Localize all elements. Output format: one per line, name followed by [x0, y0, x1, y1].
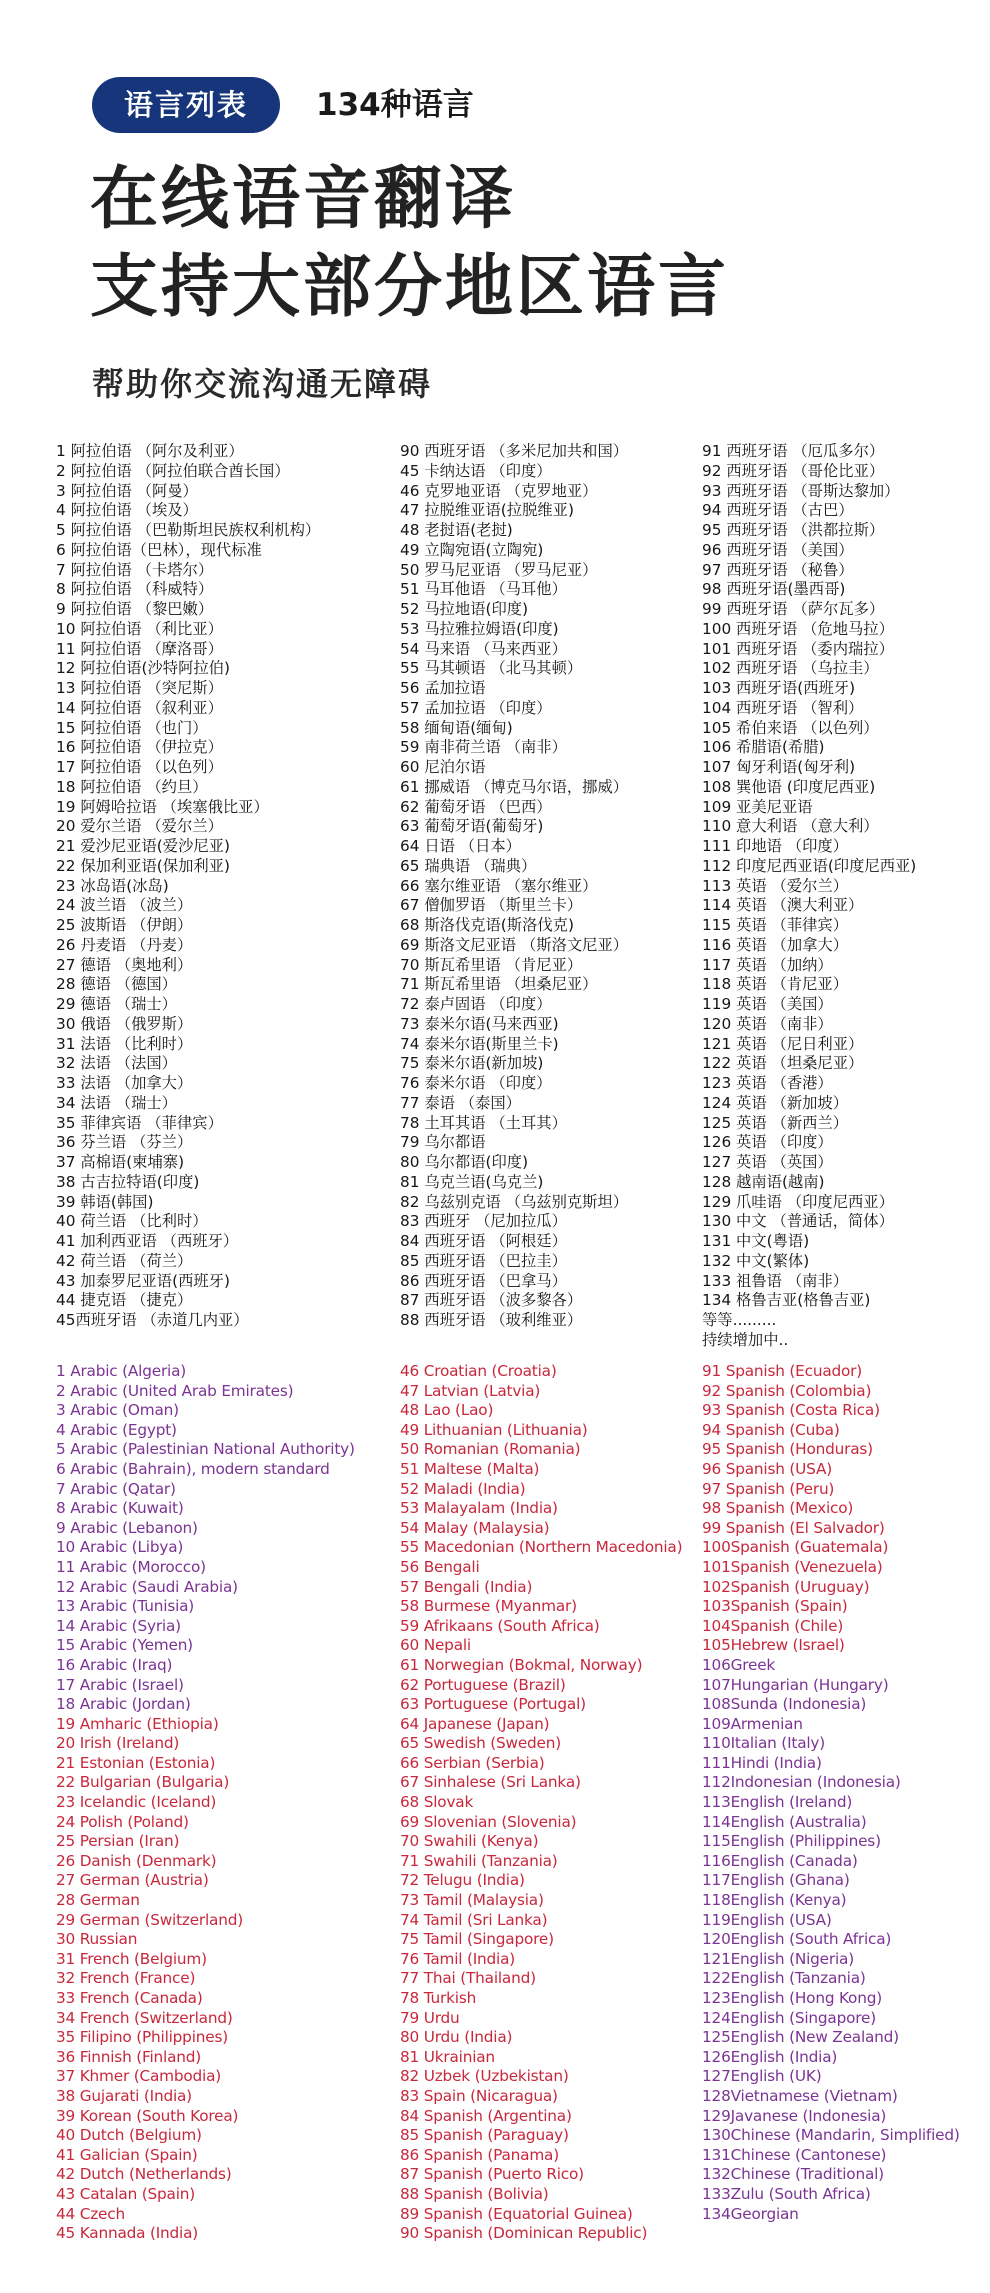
chinese-language-item: 116 英语 （加拿大） [702, 935, 849, 954]
chinese-language-item: 68 斯洛伐克语(斯洛伐克) [400, 916, 574, 934]
chinese-language-item: 119 英语 （美国） [702, 995, 833, 1013]
chinese-language-item: 59 南非荷兰语 （南非） [400, 738, 567, 757]
chinese-language-item: 86 西班牙语 （巴拿马） [400, 1271, 567, 1290]
chinese-language-item: 99 西班牙语 （萨尔瓦多） [702, 600, 885, 618]
chinese-language-item: 70 斯瓦希里语 （肯尼亚） [400, 955, 583, 974]
chinese-language-item: 63 葡萄牙语(葡萄牙) [400, 817, 544, 836]
english-language-item: 30 Russian [56, 1930, 138, 1949]
english-language-item: 35 Filipino (Philippines) [56, 2028, 228, 2047]
chinese-language-item: 7 阿拉伯语 （卡塔尔） [56, 560, 214, 579]
english-language-item: 20 Irish (Ireland) [56, 1734, 180, 1753]
chinese-language-item: 115 英语 （菲律宾） [702, 916, 849, 934]
english-language-item: 66 Serbian (Serbia) [400, 1753, 545, 1772]
english-language-item: 53 Malayalam (India) [400, 1499, 558, 1518]
chinese-language-item: 57 孟加拉语 （印度） [400, 698, 552, 717]
english-language-item: 16 Arabic (Iraq) [56, 1655, 173, 1674]
english-language-item: 86 Spanish (Panama) [400, 2145, 559, 2164]
english-language-item: 4 Arabic (Egypt) [56, 1420, 177, 1439]
chinese-language-item: 52 马拉地语(印度) [400, 600, 529, 618]
chinese-language-column-3 [702, 442, 987, 1351]
english-language-item: 127English (UK) [702, 2067, 822, 2086]
english-language-item: 2 Arabic (United Arab Emirates) [56, 1381, 294, 1400]
chinese-language-item: 128 越南语(越南) [702, 1172, 825, 1191]
chinese-language-item: 93 西班牙语 （哥斯达黎加） [702, 481, 900, 500]
english-language-item: 3 Arabic (Oman) [56, 1401, 179, 1420]
english-language-item: 18 Arabic (Jordan) [56, 1695, 191, 1714]
english-language-item: 49 Lithuanian (Lithuania) [400, 1420, 588, 1439]
chinese-language-item: 26 丹麦语 （丹麦） [56, 935, 193, 954]
chinese-language-item: 112 印度尼西亚语(印度尼西亚) [702, 856, 917, 875]
english-language-item: 87 Spanish (Puerto Rico) [400, 2165, 584, 2184]
english-language-item: 25 Persian (Iran) [56, 1832, 180, 1851]
chinese-language-item: 24 波兰语 （波兰） [56, 896, 193, 915]
chinese-language-item: 94 西班牙语 （古巴） [702, 501, 854, 520]
chinese-language-item: 2 阿拉伯语 （阿拉伯联合酋长国） [56, 461, 290, 480]
english-language-item: 10 Arabic (Libya) [56, 1538, 184, 1557]
chinese-language-item: 22 保加利亚语(保加利亚) [56, 856, 230, 875]
chinese-language-item: 19 阿姆哈拉语 （埃塞俄比亚） [56, 797, 269, 816]
english-language-item: 82 Uzbek (Uzbekistan) [400, 2067, 569, 2086]
chinese-language-item: 80 乌尔都语(印度) [400, 1153, 529, 1171]
english-language-item: 77 Thai (Thailand) [400, 1969, 536, 1988]
english-language-item: 81 Ukrainian [400, 2047, 495, 2066]
chinese-language-item: 114 英语 （澳大利亚） [702, 896, 864, 915]
chinese-language-item: 55 马其顿语 （北马其顿） [400, 659, 583, 678]
english-language-item: 83 Spain (Nicaragua) [400, 2086, 558, 2105]
chinese-language-item: 54 马来语 （马来西亚） [400, 639, 567, 658]
english-language-item: 134Georgian [702, 2204, 799, 2223]
chinese-language-item: 51 马耳他语 （马耳他） [400, 580, 567, 599]
chinese-language-item: 18 阿拉伯语 （约旦） [56, 777, 208, 796]
english-language-item: 11 Arabic (Morocco) [56, 1557, 206, 1576]
chinese-language-item: 87 西班牙语 （波多黎各） [400, 1291, 583, 1310]
chinese-language-item: 121 英语 （尼日利亚） [702, 1034, 864, 1053]
chinese-language-item: 42 荷兰语 （荷兰） [56, 1251, 193, 1270]
english-language-item: 94 Spanish (Cuba) [702, 1420, 840, 1439]
english-language-item: 119English (USA) [702, 1910, 832, 1929]
english-language-item: 111Hindi (India) [702, 1753, 822, 1772]
english-language-item: 29 German (Switzerland) [56, 1910, 244, 1929]
english-language-item: 22 Bulgarian (Bulgaria) [56, 1773, 230, 1792]
english-language-item: 90 Spanish (Dominican Republic) [400, 2224, 648, 2243]
english-language-item: 13 Arabic (Tunisia) [56, 1597, 195, 1616]
english-language-item: 39 Korean (South Korea) [56, 2106, 239, 2125]
english-language-item: 27 German (Austria) [56, 1871, 209, 1890]
chinese-language-item: 13 阿拉伯语 （突尼斯） [56, 679, 223, 697]
chinese-language-item: 43 加泰罗尼亚语(西班牙) [56, 1271, 230, 1290]
chinese-language-item: 等等......... [702, 1311, 777, 1329]
english-language-item: 75 Tamil (Singapore) [400, 1930, 554, 1949]
chinese-language-item: 25 波斯语 （伊朗） [56, 916, 193, 934]
english-language-item: 60 Nepali [400, 1636, 471, 1655]
english-language-item: 118English (Kenya) [702, 1891, 847, 1910]
chinese-language-item: 11 阿拉伯语 （摩洛哥） [56, 639, 223, 658]
english-language-item: 98 Spanish (Mexico) [702, 1499, 854, 1518]
english-language-item: 72 Telugu (India) [400, 1871, 525, 1890]
chinese-language-item: 78 土耳其语 （土耳其） [400, 1113, 567, 1132]
chinese-language-item: 129 爪哇语 （印度尼西亚） [702, 1192, 894, 1211]
chinese-language-item: 96 西班牙语 （美国） [702, 540, 854, 559]
chinese-language-item: 84 西班牙语 （阿根廷） [400, 1232, 567, 1250]
english-language-item: 76 Tamil (India) [400, 1949, 516, 1968]
chinese-language-column-2 [400, 442, 700, 1331]
english-language-item: 104Spanish (Chile) [702, 1616, 844, 1635]
english-language-item: 102Spanish (Uruguay) [702, 1577, 870, 1596]
chinese-language-item: 41 加利西亚语 （西班牙） [56, 1232, 239, 1250]
english-language-item: 110Italian (Italy) [702, 1734, 826, 1753]
chinese-language-item: 16 阿拉伯语 （伊拉克） [56, 738, 223, 757]
english-language-item: 55 Macedonian (Northern Macedonia) [400, 1538, 683, 1557]
chinese-language-item: 120 英语 （南非） [702, 1014, 833, 1033]
chinese-language-item: 108 巽他语 (印度尼西亚) [702, 777, 876, 796]
chinese-language-item: 125 英语 （新西兰） [702, 1113, 849, 1132]
english-language-item: 50 Romanian (Romania) [400, 1440, 581, 1459]
chinese-language-item: 27 德语 （奥地利） [56, 955, 193, 974]
english-language-item: 103Spanish (Spain) [702, 1597, 848, 1616]
english-language-item: 106Greek [702, 1655, 776, 1674]
chinese-language-item: 28 德语 （德国） [56, 975, 177, 994]
english-language-item: 54 Malay (Malaysia) [400, 1518, 550, 1537]
english-language-item: 132Chinese (Traditional) [702, 2165, 884, 2184]
chinese-language-item: 15 阿拉伯语 （也门） [56, 718, 208, 737]
chinese-language-item: 35 菲律宾语 （菲律宾） [56, 1113, 223, 1132]
english-language-item: 33 French (Canada) [56, 1989, 203, 2007]
english-language-item: 9 Arabic (Lebanon) [56, 1518, 198, 1537]
english-language-item: 1 Arabic (Algeria) [56, 1362, 187, 1380]
english-language-item: 121English (Nigeria) [702, 1949, 854, 1968]
chinese-language-item: 34 法语 （瑞士） [56, 1093, 177, 1112]
language-list-badge: 语言列表 [92, 77, 280, 133]
chinese-language-item: 111 印地语 （印度） [702, 837, 849, 855]
chinese-language-item: 48 老挝语(老挝) [400, 521, 513, 539]
chinese-language-item: 66 塞尔维亚语 （塞尔维亚） [400, 876, 598, 895]
english-language-item: 52 Maladi (India) [400, 1479, 526, 1498]
english-language-item: 41 Galician (Spain) [56, 2145, 198, 2164]
chinese-language-item: 49 立陶宛语(立陶宛) [400, 540, 544, 559]
english-language-item: 109Armenian [702, 1714, 803, 1733]
chinese-language-item: 91 西班牙语 （厄瓜多尔） [702, 442, 885, 460]
chinese-language-item: 30 俄语 （俄罗斯） [56, 1014, 193, 1033]
english-language-item: 130Chinese (Mandarin, Simplified) [702, 2126, 960, 2145]
chinese-language-item: 60 尼泊尔语 [400, 758, 486, 776]
chinese-language-item: 3 阿拉伯语 （阿曼） [56, 481, 198, 500]
headline-line-2: 支持大部分地区语言 [90, 248, 730, 327]
chinese-language-item: 92 西班牙语 （哥伦比亚） [702, 461, 885, 480]
chinese-language-item: 6 阿拉伯语（巴林），现代标准 [56, 540, 262, 559]
english-language-item: 68 Slovak [400, 1793, 474, 1812]
english-language-item: 113English (Ireland) [702, 1793, 853, 1812]
chinese-language-item: 82 乌兹别克语 （乌兹别克斯坦） [400, 1192, 629, 1211]
english-language-item: 92 Spanish (Colombia) [702, 1381, 872, 1400]
english-language-item: 58 Burmese (Myanmar) [400, 1597, 577, 1616]
chinese-language-item: 17 阿拉伯语 （以色列） [56, 758, 223, 776]
english-language-column-3 [702, 1362, 987, 2224]
english-language-item: 42 Dutch (Netherlands) [56, 2165, 232, 2184]
chinese-language-item: 103 西班牙语(西班牙) [702, 679, 856, 697]
english-language-item: 45 Kannada (India) [56, 2224, 199, 2243]
english-language-item: 23 Icelandic (Iceland) [56, 1793, 217, 1812]
english-language-item: 19 Amharic (Ethiopia) [56, 1714, 219, 1733]
headline-line-1: 在线语音翻译 [90, 160, 517, 239]
english-language-item: 26 Danish (Denmark) [56, 1851, 217, 1870]
chinese-language-item: 4 阿拉伯语 （埃及） [56, 501, 198, 520]
english-language-item: 48 Lao (Lao) [400, 1401, 494, 1420]
chinese-language-item: 23 冰岛语(冰岛) [56, 876, 169, 895]
english-language-item: 112Indonesian (Indonesia) [702, 1773, 901, 1792]
chinese-language-item: 79 乌尔都语 [400, 1133, 486, 1152]
english-language-item: 115English (Philippines) [702, 1832, 881, 1851]
english-language-item: 7 Arabic (Qatar) [56, 1479, 176, 1498]
chinese-language-item: 106 希腊语(希腊) [702, 738, 825, 757]
chinese-language-item: 69 斯洛文尼亚语 （斯洛文尼亚） [400, 935, 629, 954]
english-language-item: 84 Spanish (Argentina) [400, 2106, 572, 2125]
english-language-item: 14 Arabic (Syria) [56, 1616, 181, 1635]
chinese-language-item: 64 日语 （日本） [400, 837, 521, 855]
chinese-language-item: 53 马拉雅拉姆语(印度) [400, 619, 559, 638]
english-language-item: 117English (Ghana) [702, 1871, 850, 1890]
english-language-item: 96 Spanish (USA) [702, 1459, 832, 1478]
chinese-language-item: 100 西班牙语 （危地马拉） [702, 619, 894, 638]
chinese-language-item: 102 西班牙语 （乌拉圭） [702, 659, 879, 678]
chinese-language-item: 38 古吉拉特语(印度) [56, 1172, 200, 1191]
chinese-language-item: 9 阿拉伯语 （黎巴嫩） [56, 600, 214, 618]
english-language-item: 100Spanish (Guatemala) [702, 1538, 889, 1557]
chinese-language-item: 62 葡萄牙语 （巴西） [400, 797, 552, 816]
english-language-item: 28 German [56, 1891, 140, 1910]
chinese-language-item: 45 卡纳达语 （印度） [400, 461, 552, 480]
chinese-language-item: 81 乌克兰语(乌克兰) [400, 1172, 544, 1191]
english-language-item: 64 Japanese (Japan) [400, 1714, 550, 1733]
english-language-item: 24 Polish (Poland) [56, 1812, 189, 1831]
chinese-language-item: 44 捷克语 （捷克） [56, 1291, 193, 1310]
chinese-language-item: 71 斯瓦希里语 （坦桑尼亚） [400, 975, 598, 994]
chinese-language-item: 39 韩语(韩国) [56, 1192, 154, 1211]
chinese-language-item: 130 中文 （普通话，简体） [702, 1212, 894, 1231]
english-language-item: 31 French (Belgium) [56, 1949, 207, 1968]
english-language-item: 63 Portuguese (Portugal) [400, 1695, 586, 1714]
english-language-item: 123English (Hong Kong) [702, 1989, 882, 2007]
english-language-item: 57 Bengali (India) [400, 1577, 533, 1596]
chinese-language-item: 14 阿拉伯语 （叙利亚） [56, 698, 223, 717]
english-language-item: 40 Dutch (Belgium) [56, 2126, 202, 2145]
chinese-language-item: 10 阿拉伯语 （利比亚） [56, 619, 223, 638]
english-language-item: 65 Swedish (Sweden) [400, 1734, 562, 1753]
english-language-item: 79 Urdu [400, 2008, 460, 2027]
chinese-language-item: 90 西班牙语 （多米尼加共和国） [400, 442, 629, 460]
language-count: 134种语言 [316, 87, 474, 123]
english-language-item: 116English (Canada) [702, 1851, 858, 1870]
english-language-item: 99 Spanish (El Salvador) [702, 1518, 885, 1537]
english-language-item: 56 Bengali [400, 1557, 480, 1576]
english-language-item: 62 Portuguese (Brazil) [400, 1675, 566, 1694]
english-language-item: 71 Swahili (Tanzania) [400, 1851, 558, 1870]
english-language-item: 105Hebrew (Israel) [702, 1636, 845, 1655]
chinese-language-item: 73 泰米尔语(马来西亚) [400, 1014, 559, 1033]
english-language-item: 17 Arabic (Israel) [56, 1675, 184, 1694]
chinese-language-item: 77 泰语 （泰国） [400, 1093, 521, 1112]
chinese-language-column-1 [56, 442, 391, 1331]
chinese-language-item: 32 法语 （法国） [56, 1054, 177, 1073]
chinese-language-item: 36 芬兰语 （芬兰） [56, 1133, 193, 1152]
chinese-language-item: 8 阿拉伯语 （科威特） [56, 580, 214, 599]
english-language-item: 47 Latvian (Latvia) [400, 1381, 541, 1400]
chinese-language-item: 75 泰米尔语(新加坡) [400, 1054, 544, 1073]
english-language-item: 61 Norwegian (Bokmal, Norway) [400, 1655, 643, 1674]
chinese-language-item: 58 缅甸语(缅甸) [400, 718, 513, 737]
chinese-language-item: 40 荷兰语 （比利时） [56, 1212, 208, 1231]
chinese-language-item: 33 法语 （加拿大） [56, 1074, 193, 1092]
english-language-item: 38 Gujarati (India) [56, 2086, 192, 2105]
chinese-language-item: 65 瑞典语 （瑞典） [400, 856, 537, 875]
english-language-item: 70 Swahili (Kenya) [400, 1832, 539, 1851]
english-language-item: 101Spanish (Venezuela) [702, 1557, 883, 1576]
chinese-language-item: 117 英语 （加纳） [702, 955, 833, 974]
english-language-item: 67 Sinhalese (Sri Lanka) [400, 1773, 581, 1792]
chinese-language-item: 20 爱尔兰语 （爱尔兰） [56, 817, 223, 836]
english-language-item: 122English (Tanzania) [702, 1969, 866, 1988]
english-language-item: 46 Croatian (Croatia) [400, 1362, 557, 1380]
english-language-item: 120English (South Africa) [702, 1930, 892, 1949]
chinese-language-item: 持续增加中.. [702, 1330, 789, 1349]
chinese-language-item: 47 拉脱维亚语(拉脱维亚) [400, 501, 574, 520]
english-language-item: 6 Arabic (Bahrain), modern standard [56, 1459, 330, 1478]
english-language-item: 125English (New Zealand) [702, 2028, 899, 2047]
english-language-item: 21 Estonian (Estonia) [56, 1753, 216, 1772]
chinese-language-item: 105 希伯来语 （以色列） [702, 718, 879, 737]
english-language-item: 37 Khmer (Cambodia) [56, 2067, 222, 2086]
english-language-item: 133Zulu (South Africa) [702, 2184, 871, 2203]
chinese-language-item: 133 祖鲁语 （南非） [702, 1271, 849, 1290]
english-language-item: 51 Maltese (Malta) [400, 1459, 540, 1478]
chinese-language-item: 45西班牙语 （赤道几内亚） [56, 1311, 249, 1329]
english-language-item: 12 Arabic (Saudi Arabia) [56, 1577, 238, 1596]
english-language-item: 69 Slovenian (Slovenia) [400, 1812, 577, 1831]
chinese-language-item: 5 阿拉伯语 （巴勒斯坦民族权利机构） [56, 521, 321, 539]
chinese-language-item: 56 孟加拉语 [400, 679, 486, 697]
chinese-language-item: 113 英语 （爱尔兰） [702, 876, 849, 895]
chinese-language-item: 126 英语 （印度） [702, 1133, 833, 1152]
chinese-language-item: 110 意大利语 （意大利） [702, 817, 879, 836]
chinese-language-item: 61 挪威语 （博克马尔语，挪威） [400, 777, 629, 796]
english-language-item: 88 Spanish (Bolivia) [400, 2184, 549, 2203]
chinese-language-item: 123 英语 （香港） [702, 1074, 833, 1092]
chinese-language-item: 134 格鲁吉亚(格鲁吉亚) [702, 1291, 871, 1310]
english-language-item: 89 Spanish (Equatorial Guinea) [400, 2204, 633, 2223]
english-language-item: 15 Arabic (Yemen) [56, 1636, 193, 1655]
english-language-item: 34 French (Switzerland) [56, 2008, 233, 2027]
chinese-language-item: 98 西班牙语(墨西哥) [702, 580, 846, 599]
english-language-item: 36 Finnish (Finland) [56, 2047, 202, 2066]
chinese-language-item: 74 泰米尔语(斯里兰卡) [400, 1034, 559, 1053]
english-language-item: 80 Urdu (India) [400, 2028, 513, 2047]
chinese-language-item: 12 阿拉伯语(沙特阿拉伯) [56, 659, 230, 678]
chinese-language-item: 109 亚美尼亚语 [702, 797, 813, 816]
chinese-language-item: 124 英语 （新加坡） [702, 1093, 849, 1112]
chinese-language-item: 67 僧伽罗语 （斯里兰卡） [400, 896, 583, 915]
chinese-language-item: 21 爱沙尼亚语(爱沙尼亚) [56, 837, 230, 855]
chinese-language-item: 122 英语 （坦桑尼亚） [702, 1054, 864, 1073]
english-language-column-2 [400, 1362, 710, 2244]
english-language-item: 85 Spanish (Paraguay) [400, 2126, 569, 2145]
english-language-item: 97 Spanish (Peru) [702, 1479, 835, 1498]
chinese-language-item: 104 西班牙语 （智利） [702, 698, 864, 717]
chinese-language-item: 72 泰卢固语 （印度） [400, 995, 552, 1013]
chinese-language-item: 127 英语 （英国） [702, 1153, 833, 1171]
chinese-language-item: 107 匈牙利语(匈牙利) [702, 758, 856, 776]
subtitle: 帮助你交流沟通无障碍 [92, 365, 433, 403]
english-language-item: 91 Spanish (Ecuador) [702, 1362, 863, 1380]
english-language-item: 32 French (France) [56, 1969, 196, 1988]
english-language-item: 131Chinese (Cantonese) [702, 2145, 887, 2164]
english-language-item: 5 Arabic (Palestinian National Authority) [56, 1440, 355, 1459]
english-language-item: 73 Tamil (Malaysia) [400, 1891, 544, 1910]
english-language-item: 114English (Australia) [702, 1812, 867, 1831]
english-language-item: 59 Afrikaans (South Africa) [400, 1616, 600, 1635]
chinese-language-item: 46 克罗地亚语 （克罗地亚） [400, 481, 598, 500]
chinese-language-item: 76 泰米尔语 （印度） [400, 1074, 552, 1092]
chinese-language-item: 31 法语 （比利时） [56, 1034, 193, 1053]
english-language-item: 95 Spanish (Honduras) [702, 1440, 873, 1459]
chinese-language-item: 132 中文(繁体) [702, 1251, 810, 1270]
chinese-language-item: 88 西班牙语 （玻利维亚） [400, 1311, 583, 1329]
chinese-language-item: 50 罗马尼亚语 （罗马尼亚） [400, 560, 598, 579]
english-language-item: 129Javanese (Indonesia) [702, 2106, 887, 2125]
english-language-item: 124English (Singapore) [702, 2008, 877, 2027]
chinese-language-item: 37 高棉语(柬埔寨) [56, 1153, 185, 1171]
english-language-item: 128Vietnamese (Vietnam) [702, 2086, 898, 2105]
english-language-column-1 [56, 1362, 401, 2244]
english-language-item: 78 Turkish [400, 1989, 477, 2007]
chinese-language-item: 101 西班牙语 （委内瑞拉） [702, 639, 894, 658]
chinese-language-item: 85 西班牙语 （巴拉圭） [400, 1251, 567, 1270]
chinese-language-item: 95 西班牙语 （洪都拉斯） [702, 521, 885, 539]
chinese-language-item: 97 西班牙语 （秘鲁） [702, 560, 854, 579]
english-language-item: 108Sunda (Indonesia) [702, 1695, 867, 1714]
english-language-item: 43 Catalan (Spain) [56, 2184, 196, 2203]
english-language-item: 8 Arabic (Kuwait) [56, 1499, 184, 1518]
english-language-item: 107Hungarian (Hungary) [702, 1675, 889, 1694]
english-language-item: 126English (India) [702, 2047, 838, 2066]
chinese-language-item: 118 英语 （肯尼亚） [702, 975, 849, 994]
chinese-language-item: 1 阿拉伯语 （阿尔及利亚） [56, 442, 244, 460]
chinese-language-item: 29 德语 （瑞士） [56, 995, 177, 1013]
english-language-item: 93 Spanish (Costa Rica) [702, 1401, 880, 1420]
english-language-item: 44 Czech [56, 2204, 125, 2223]
chinese-language-item: 83 西班牙 （尼加拉瓜） [400, 1212, 567, 1231]
english-language-item: 74 Tamil (Sri Lanka) [400, 1910, 548, 1929]
chinese-language-item: 131 中文(粤语) [702, 1232, 810, 1250]
